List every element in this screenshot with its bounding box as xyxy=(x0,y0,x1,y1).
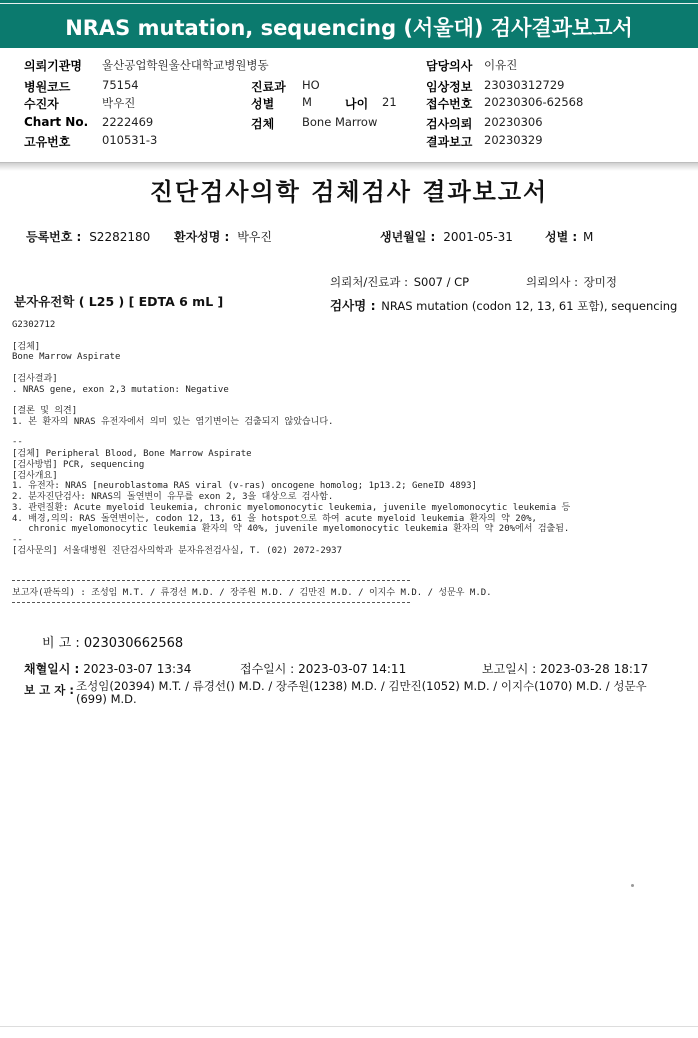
page-mark xyxy=(631,884,634,887)
dept-value: HO xyxy=(302,78,320,92)
header-row-2 xyxy=(0,78,698,96)
patient-name-label: 환자성명 : xyxy=(174,230,230,244)
report-time-row xyxy=(482,660,648,677)
hospital-code-label: 병원코드 xyxy=(24,80,71,94)
report-time-value: 2023-03-28 18:17 xyxy=(540,662,649,676)
conclusion-header: [결론 및 의견] xyxy=(12,406,78,416)
requester-info xyxy=(330,274,469,290)
report-sex-value: M xyxy=(583,230,594,244)
requesting-doctor-info xyxy=(526,274,617,290)
requesting-doctor-label: 의뢰의사 : xyxy=(526,275,578,289)
dob-info xyxy=(380,228,513,245)
registration-label: 등록번호 : xyxy=(26,230,82,244)
method-line: [검사방법] PCR, sequencing xyxy=(12,460,145,470)
specimen-text: Bone Marrow Aspirate xyxy=(12,352,121,362)
overview-item-1: 1. 유전자: NRAS [neuroblastoma RAS viral (v-ras) oncogene homolog; 1p13.2; GeneID 4893] xyxy=(12,481,477,491)
report-sex-label: 성별 : xyxy=(545,230,578,244)
dob-value: 2001-05-31 xyxy=(443,230,513,244)
conclusion-text: 1. 본 환자의 NRAS 유전자에서 의미 있는 염기변이는 검출되지 않았습니다. xyxy=(12,417,334,427)
sex-label: 성별 xyxy=(251,97,275,111)
report-title: NRAS mutation, sequencing (서울대) 검사결과보고서 xyxy=(65,16,633,40)
unique-no-value: 010531-3 xyxy=(102,133,158,147)
header-shadow xyxy=(0,163,698,171)
unique-no-label: 고유번호 xyxy=(24,135,71,149)
section-title: 분자유전학 ( L25 ) [ EDTA 6 mL ] xyxy=(14,294,224,309)
specimen-detail-line: [검체] Peripheral Blood, Bone Marrow Aspirate xyxy=(12,449,252,459)
test-name-value: NRAS mutation (codon 12, 13, 61 포함), sequencing xyxy=(381,299,678,313)
specimen-label: 검체 xyxy=(251,117,275,131)
report-time-label: 보고일시 : xyxy=(482,662,537,676)
sex-value: M xyxy=(302,95,312,109)
requesting-doctor-value: 장미정 xyxy=(583,275,617,289)
reporter-value-line1: 조성임(20394) M.T. / 류경선() M.D. / 장주원(1238) M.D. / 김만진(1052) M.D. / 이지수(1070) M.D. / 성문우 xyxy=(76,679,647,693)
note-value: 023030662568 xyxy=(83,636,184,651)
header-row-4 xyxy=(0,115,698,133)
note-label: 비 고 : xyxy=(42,636,80,651)
doctor-value: 이유진 xyxy=(484,58,518,72)
collection-label: 채혈일시 : xyxy=(24,662,80,676)
header-info xyxy=(0,48,698,164)
note-row xyxy=(42,632,183,651)
hospital-code-value: 75154 xyxy=(102,78,139,92)
overview-item-4: 4. 배경,의의: RAS 돌연변이는, codon 12, 13, 61 을 hotspot으로 하여 acute myeloid leukemia 환자의 약 20%, xyxy=(12,514,537,524)
report-id-line: G2302712 xyxy=(12,320,56,330)
overview-header: [검사개요] xyxy=(12,471,58,481)
patient-name-info xyxy=(174,228,272,245)
request-date-label: 검사의뢰 xyxy=(426,117,473,131)
chart-no-value: 2222469 xyxy=(102,115,154,129)
reporters-line: 보고자(판독의) : 조성임 M.T. / 류경선 M.D. / 장주원 M.D. / 김만진 M.D. / 이지수 M.D. / 성문우 M.D. xyxy=(12,588,492,598)
receipt-no-value: 20230306-62568 xyxy=(484,95,584,109)
dashed-separator-bottom xyxy=(12,602,410,603)
dept-label: 진료과 xyxy=(251,80,286,94)
header-row-3 xyxy=(0,95,698,113)
report-title-bar xyxy=(0,0,698,48)
collection-value: 2023-03-07 13:34 xyxy=(83,662,192,676)
requester-label: 의뢰처/진료과 : xyxy=(330,275,409,289)
request-date-value: 20230306 xyxy=(484,115,543,129)
requester-value: S007 / CP xyxy=(413,275,470,289)
hospital-value: 울산공업학원울산대학교병원병동 xyxy=(102,58,269,72)
patient-value: 박우진 xyxy=(102,96,136,110)
result-text: . NRAS gene, exon 2,3 mutation: Negative xyxy=(12,385,229,395)
patient-label: 수진자 xyxy=(24,97,59,111)
page-bottom-line xyxy=(0,1026,698,1027)
reporter-value-line2: (699) M.D. xyxy=(76,692,137,706)
header-row-1 xyxy=(0,57,698,75)
test-name-label: 검사명 : xyxy=(330,298,376,313)
dob-label: 생년월일 : xyxy=(380,230,436,244)
specimen-value: Bone Marrow xyxy=(302,115,378,129)
hospital-label: 의뢰기관명 xyxy=(24,59,82,73)
collection-row xyxy=(24,660,191,677)
age-label: 나이 xyxy=(345,97,369,111)
inquiry-line: [검사문의] 서울대병원 진단검사의학과 분자유전검사실, T. (02) 2072-2937 xyxy=(12,546,343,556)
clinical-info-value: 23030312729 xyxy=(484,78,565,92)
divider-dash-2: -- xyxy=(12,535,23,545)
dashed-separator-top xyxy=(12,580,410,581)
overview-item-2: 2. 분자진단검사: NRAS의 돌연변이 유무를 exon 2, 3을 대상으로 검사함. xyxy=(12,492,334,502)
title-top-line xyxy=(0,3,698,4)
receipt-row xyxy=(240,660,406,677)
chart-no-label: Chart No. xyxy=(24,115,89,129)
report-date-value: 20230329 xyxy=(484,133,543,147)
result-header: [검사결과] xyxy=(12,374,58,384)
patient-name-value: 박우진 xyxy=(237,230,272,244)
divider-dash-1: -- xyxy=(12,437,23,447)
registration-value: S2282180 xyxy=(89,230,151,244)
doctor-label: 담당의사 xyxy=(426,59,473,73)
overview-item-3: 3. 관련질환: Acute myeloid leukemia, chronic myelomonocytic leukemia, juvenile myelomonocytic leukemia 등 xyxy=(12,503,571,513)
specimen-header: [검체] xyxy=(12,342,41,352)
reporter-label: 보 고 자 : xyxy=(24,683,74,697)
report-date-label: 결과보고 xyxy=(426,135,473,149)
header-row-5 xyxy=(0,133,698,151)
receipt-label: 접수일시 : xyxy=(240,662,295,676)
registration-info xyxy=(26,228,150,245)
receipt-value: 2023-03-07 14:11 xyxy=(298,662,407,676)
test-name-info xyxy=(330,296,677,314)
sex-info xyxy=(545,228,593,245)
age-value: 21 xyxy=(382,95,397,109)
document-title: 진단검사의학 검체검사 결과보고서 xyxy=(149,178,549,206)
overview-item-4-cont: chronic myelomonocytic leukemia 환자의 약 40%, juvenile myelomonocytic leukemia 환자의 약 20%에서 검출됨. xyxy=(12,524,570,534)
clinical-info-label: 임상정보 xyxy=(426,80,473,94)
receipt-no-label: 접수번호 xyxy=(426,97,473,111)
